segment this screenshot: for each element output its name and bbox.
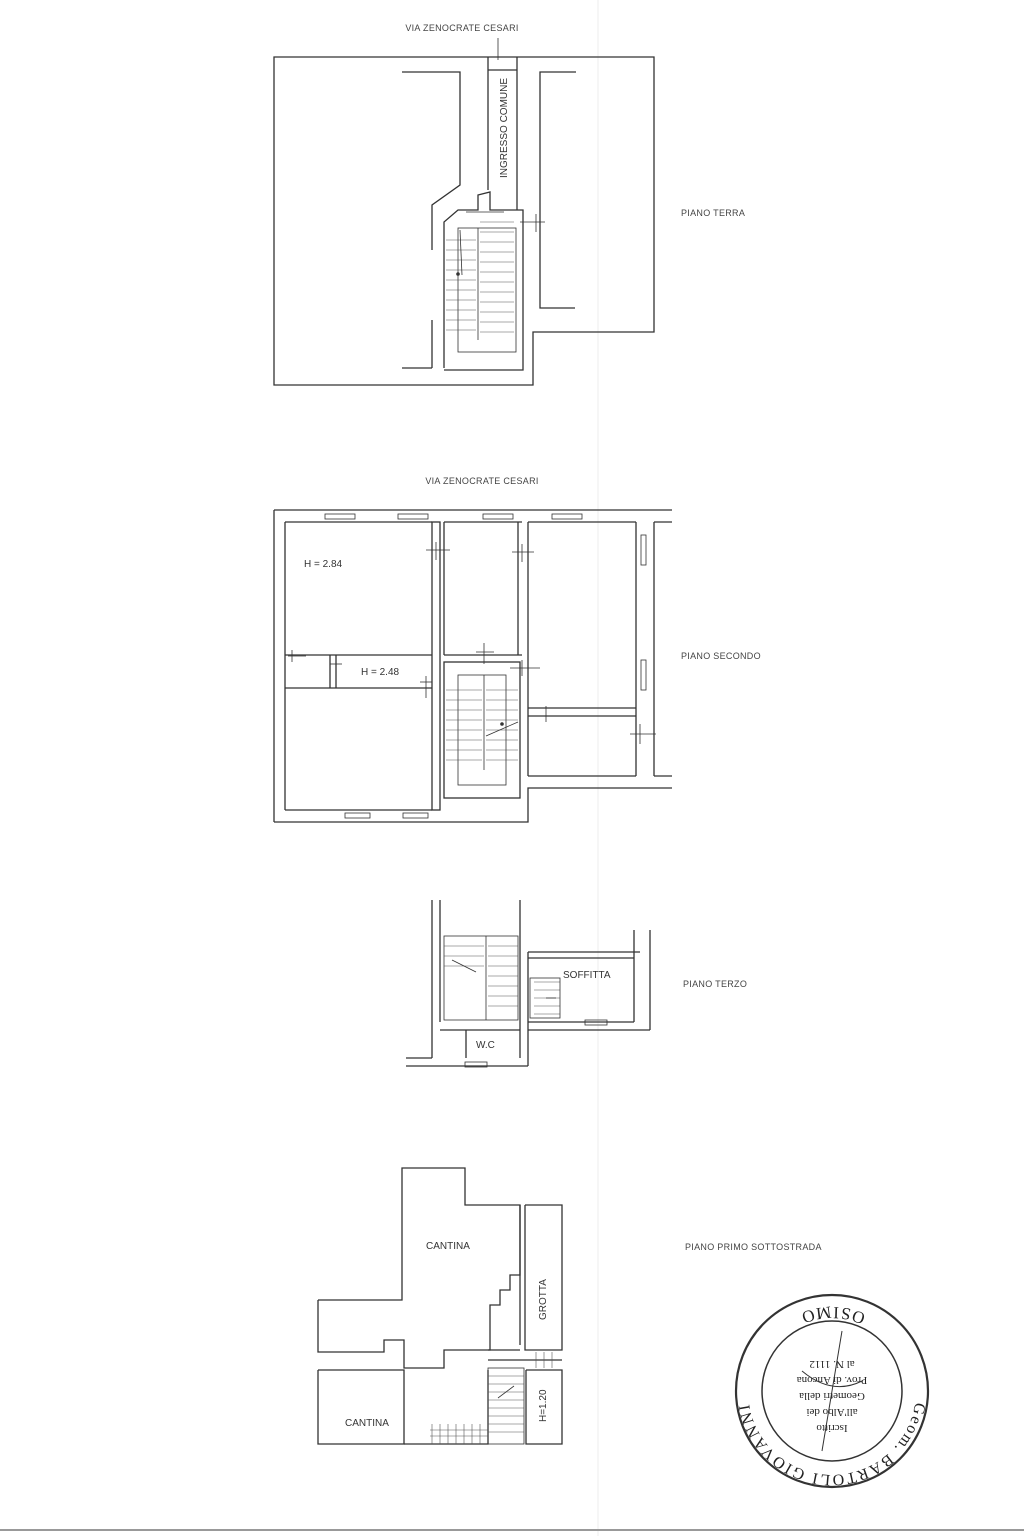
room-cantina-lower: CANTINA (345, 1418, 389, 1429)
stamp-city: OSIMO (796, 1302, 868, 1329)
stamp-line-5: al N. 1112 (809, 1358, 855, 1370)
label-piano-sottostrada: PIANO PRIMO SOTTOSTRADA (685, 1242, 822, 1252)
stair-treads-terra (446, 222, 514, 332)
stair-treads-terzo (444, 946, 560, 1014)
grotta-walls (525, 1205, 562, 1350)
cantina-upper-walls (318, 1168, 520, 1368)
street-label-secondo: VIA ZENOCRATE CESARI (425, 476, 539, 486)
inner-wall-left (402, 72, 460, 250)
height-sottostrada: H=1.20 (538, 1389, 549, 1422)
room-wc: W.C (476, 1040, 495, 1051)
stamp-line-1: Iscritto (816, 1422, 848, 1434)
stamp-line-4: Prov. di Ancona (796, 1374, 868, 1386)
room-cantina-upper: CANTINA (426, 1241, 470, 1252)
plan-piano-terzo (406, 900, 747, 1067)
label-piano-secondo: PIANO SECONDO (681, 651, 761, 661)
entrance-label: INGRESSO COMUNE (499, 77, 510, 178)
stair-treads-secondo (446, 690, 518, 760)
door-ticks-secondo (288, 542, 656, 744)
stamp-line-3: Geometri della (799, 1390, 865, 1402)
room-grotta: GROTTA (538, 1279, 549, 1320)
geometra-stamp (736, 1295, 928, 1488)
label-piano-terzo: PIANO TERZO (683, 979, 748, 989)
stairwell-terra (444, 192, 523, 370)
stamp-ring-text: Geom. BARTOLI GIOVANNI (735, 1401, 929, 1489)
room-soffitta: SOFFITTA (563, 970, 611, 981)
outer-wall-terra (274, 57, 654, 385)
plan-piano-secondo (274, 476, 761, 822)
stamp-line-2: all'Albo dei (806, 1406, 858, 1418)
stair-treads-sottostrada (430, 1352, 552, 1444)
street-label-terra: VIA ZENOCRATE CESARI (405, 23, 519, 33)
height-room-1: H = 2.84 (304, 559, 343, 570)
inner-wall-right (540, 72, 576, 308)
plan-piano-terra (274, 23, 745, 385)
label-piano-terra: PIANO TERRA (681, 208, 746, 218)
height-corridor: H = 2.48 (361, 667, 400, 678)
